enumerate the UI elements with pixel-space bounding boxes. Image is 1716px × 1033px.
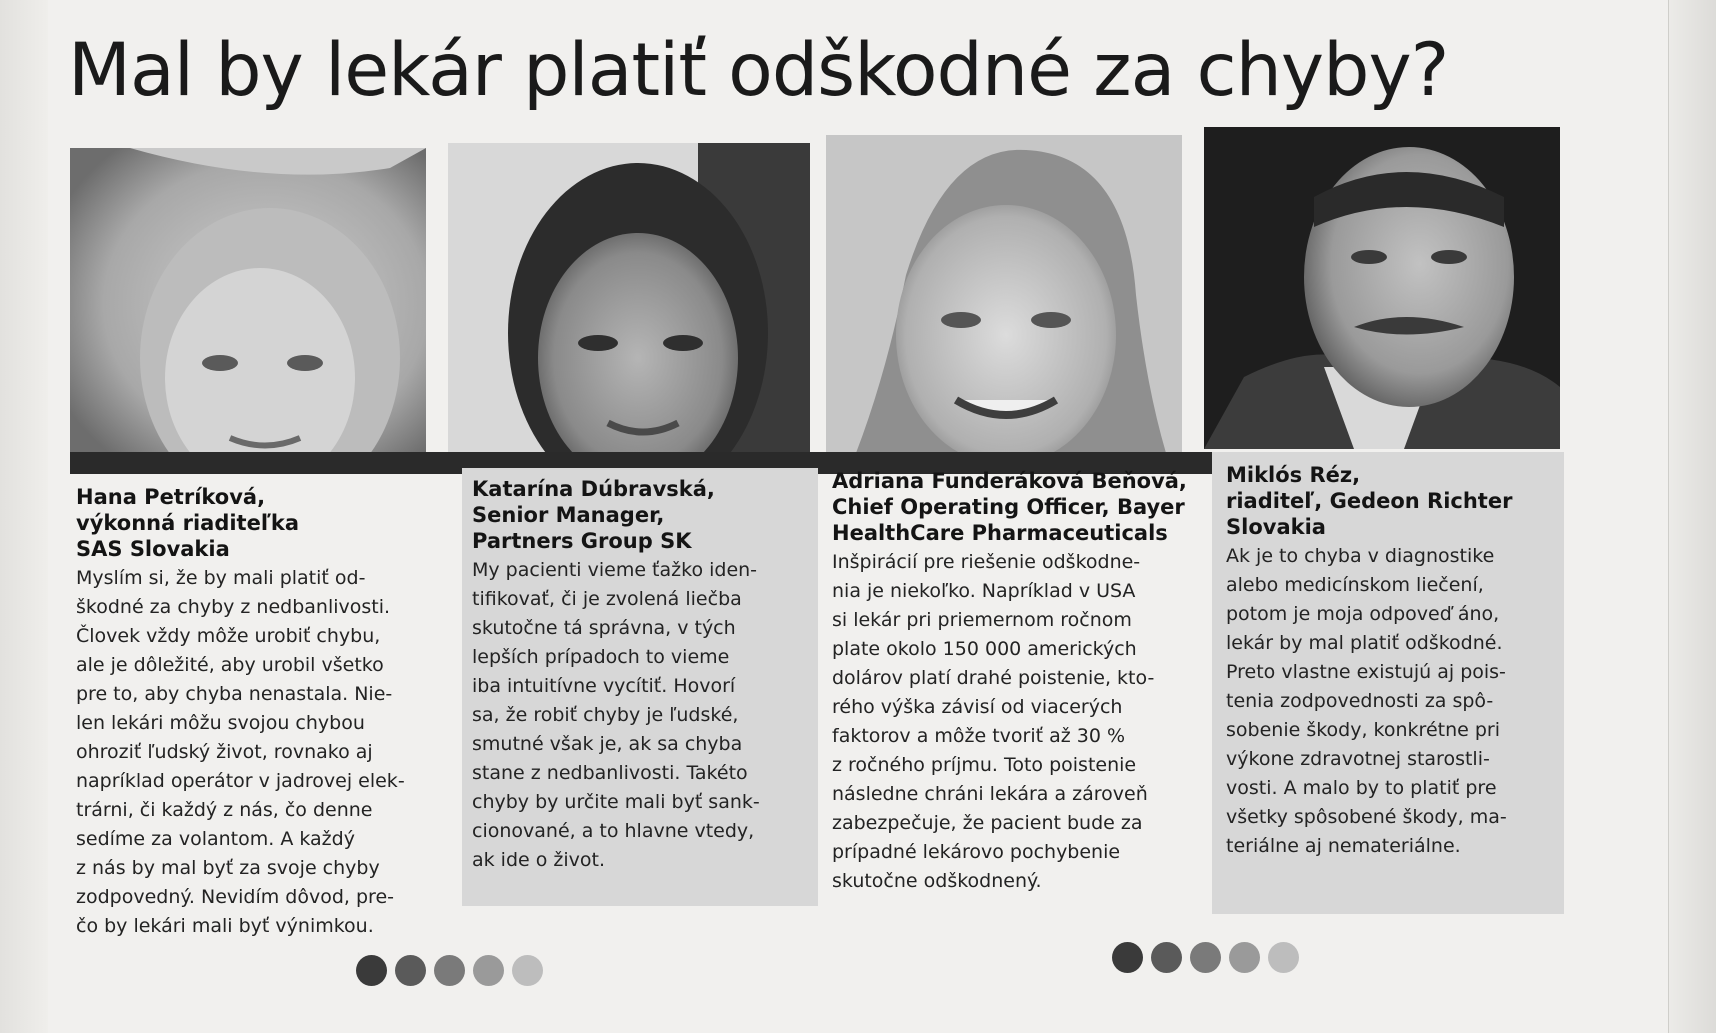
quote-line: pre to, aby chyba nenastala. Nie-: [76, 683, 393, 705]
quote-line: čo by lekári mali byť výnimkou.: [76, 915, 374, 937]
quote-line: vosti. A malo by to platiť pre: [1226, 777, 1497, 799]
quote-text: [472, 556, 812, 875]
quote-line: iba intuitívne vycítiť. Hovorí: [472, 675, 736, 697]
person-role: riaditeľ, Gedeon Richter: [1226, 489, 1513, 513]
quote-line: alebo medicínskom liečení,: [1226, 574, 1484, 596]
decorative-dots-left: [356, 955, 543, 986]
quote-text: [76, 564, 434, 941]
quote-line: sedíme za volantom. A každý: [76, 828, 355, 850]
dot-icon: [1151, 942, 1182, 973]
quote-line: výkone zdravotnej starostli-: [1226, 748, 1490, 770]
profile-column-1: [70, 474, 440, 944]
person-name: Katarína Dúbravská,: [472, 477, 715, 501]
quote-line: všetky spôsobené škody, ma-: [1226, 806, 1507, 828]
quote-line: Myslím si, že by mali platiť od-: [76, 567, 366, 589]
portrait-photo-rez: [1204, 127, 1560, 449]
quote-line: dolárov platí drahé poistenie, kto-: [832, 667, 1155, 689]
quote-line: škodné za chyby z nedbanlivosti.: [76, 596, 391, 618]
quote-line: sa, že robiť chyby je ľudské,: [472, 704, 739, 726]
quote-line: z nás by mal byť za svoje chyby: [76, 857, 380, 879]
quote-text: [1226, 542, 1558, 861]
quote-line: rého výška závisí od viacerých: [832, 696, 1123, 718]
person-role: výkonná riaditeľka: [76, 511, 300, 535]
quote-text: [832, 548, 1184, 896]
quote-line: sobenie škody, konkrétne pri: [1226, 719, 1501, 741]
quote-line: cionované, a to hlavne vtedy,: [472, 820, 755, 842]
quote-line: následne chráni lekára a zároveň: [832, 783, 1148, 805]
quote-line: zodpovedný. Nevidím dôvod, pre-: [76, 886, 394, 908]
decorative-dots-right: [1112, 942, 1299, 973]
quote-line: ohroziť ľudský život, rovnako aj: [76, 741, 373, 763]
quote-line: trárni, či každý z nás, čo denne: [76, 799, 373, 821]
quote-line: z ročného príjmu. Toto poistenie: [832, 754, 1137, 776]
portrait-photo-funderakova: [826, 135, 1182, 453]
quote-line: skutočne tá správna, v tých: [472, 617, 736, 639]
quote-line: Inšpirácií pre riešenie odškodne-: [832, 551, 1141, 573]
dot-icon: [395, 955, 426, 986]
quote-line: ale je dôležité, aby urobil všetko: [76, 654, 384, 676]
person-role: Slovakia: [1226, 515, 1326, 539]
dot-icon: [1268, 942, 1299, 973]
dot-icon: [434, 955, 465, 986]
page-left-margin: [0, 0, 48, 1033]
dot-icon: [356, 955, 387, 986]
quote-line: napríklad operátor v jadrovej elek-: [76, 770, 405, 792]
quote-line: potom je moja odpoveď áno,: [1226, 603, 1500, 625]
dot-icon: [512, 955, 543, 986]
headline: Mal by lekár platiť odškodné za chyby?: [68, 28, 1449, 113]
profile-column-4: [1212, 452, 1564, 914]
quote-line: len lekári môžu svojou chybou: [76, 712, 365, 734]
portrait-photo-dubravska: [448, 143, 810, 457]
quote-line: stane z nedbanlivosti. Takéto: [472, 762, 748, 784]
quote-line: tenia zodpovednosti za spô-: [1226, 690, 1494, 712]
quote-line: smutné však je, ak sa chyba: [472, 733, 743, 755]
quote-line: Ak je to chyba v diagnostike: [1226, 545, 1495, 567]
quote-line: Človek vždy môže urobiť chybu,: [76, 625, 381, 647]
quote-line: Preto vlastne existujú aj pois-: [1226, 661, 1506, 683]
profile-column-3: [826, 460, 1190, 920]
quote-line: tifikovať, či je zvolená liečba: [472, 588, 742, 610]
person-role: Chief Operating Officer, Bayer: [832, 495, 1185, 519]
portrait-photo-petrikova: [70, 148, 426, 460]
dot-icon: [473, 955, 504, 986]
person-name: Adriana Funderáková Beňová,: [832, 469, 1187, 493]
quote-line: ak ide o život.: [472, 849, 606, 871]
quote-line: lepších prípadoch to vieme: [472, 646, 730, 668]
quote-line: si lekár pri priemernom ročnom: [832, 609, 1132, 631]
profile-column-2: [462, 468, 818, 906]
person-name: Miklós Réz,: [1226, 463, 1361, 487]
quote-line: prípadné lekárovo pochybenie: [832, 841, 1121, 863]
person-role: HealthCare Pharmaceuticals: [832, 521, 1168, 545]
person-name: Hana Petríková,: [76, 485, 266, 509]
dot-icon: [1112, 942, 1143, 973]
quote-line: faktorov a môže tvoriť až 30 %: [832, 725, 1126, 747]
dot-icon: [1229, 942, 1260, 973]
quote-line: nia je niekoľko. Napríklad v USA: [832, 580, 1136, 602]
quote-line: plate okolo 150 000 amerických: [832, 638, 1137, 660]
person-role: Senior Manager,: [472, 503, 665, 527]
quote-line: lekár by mal platiť odškodné.: [1226, 632, 1503, 654]
dot-icon: [1190, 942, 1221, 973]
person-role: Partners Group SK: [472, 529, 692, 553]
quote-line: teriálne aj nemateriálne.: [1226, 835, 1461, 857]
person-role: SAS Slovakia: [76, 537, 230, 561]
page-right-margin: [1668, 0, 1716, 1033]
quote-line: My pacienti vieme ťažko iden-: [472, 559, 758, 581]
quote-line: zabezpečuje, že pacient bude za: [832, 812, 1143, 834]
quote-line: skutočne odškodnený.: [832, 870, 1042, 892]
quote-line: chyby by určite mali byť sank-: [472, 791, 760, 813]
